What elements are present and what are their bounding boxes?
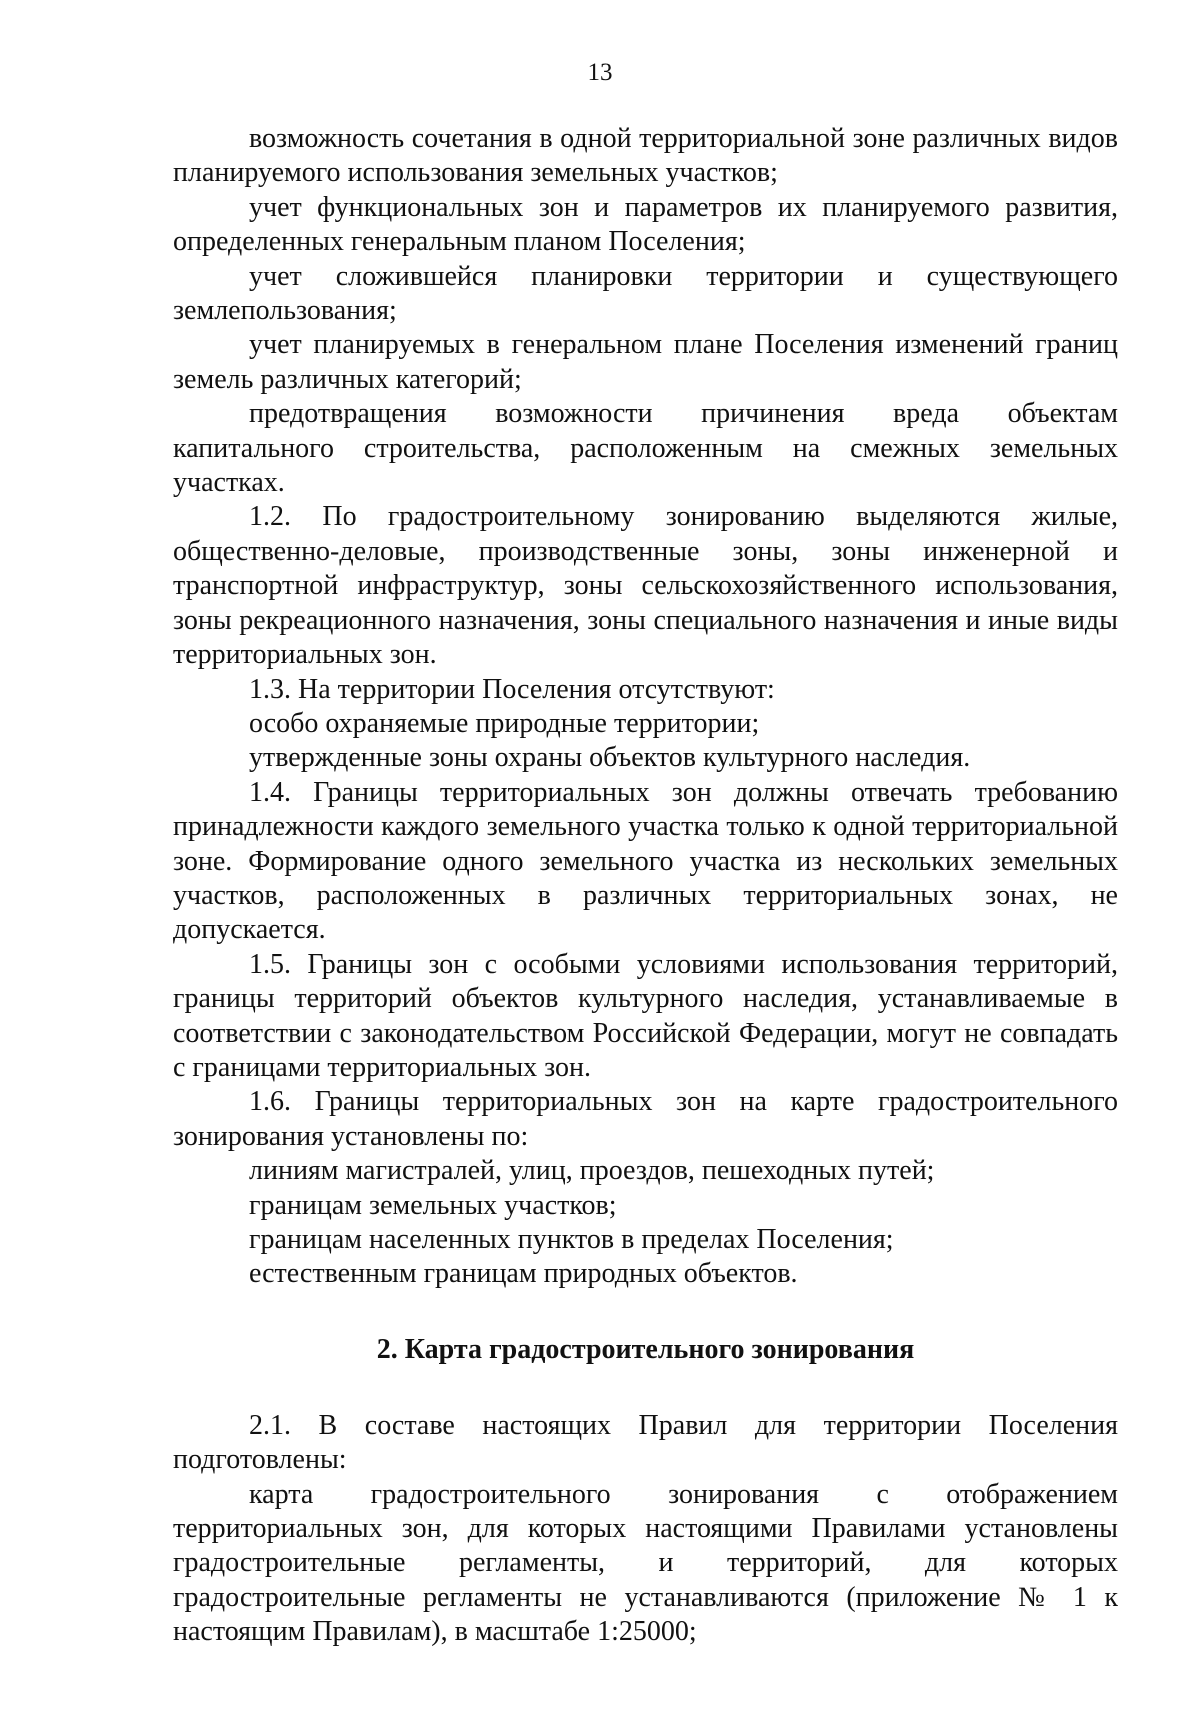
paragraph-functional-zones: учет функциональных зон и параметров их планируемого развития, определенных генеральным планом Поселения; <box>173 191 1118 258</box>
paragraph-land-categories: учет планируемых в генеральном плане Поселения изменений границ земель различных категорий; <box>173 329 1118 395</box>
paragraph-zone-combination: возможность сочетания в одной территориальной зоне различных видов планируемого использования земельных участков; <box>173 123 1118 189</box>
paragraph-existing-layout: учет сложившейся планировки территории и существующего землепользования; <box>173 260 1118 327</box>
paragraph-1-2: 1.2. По градостроительному зонированию выделяются жилые, общественно-деловые, производственные зоны, зоны инженерной и транспортной инфраструктур, зоны сельскохозяйственного использования, зоны рекреационного назначения, зоны специального назначения и иные виды территориальных зон. <box>173 501 1118 671</box>
page-number: 13 <box>587 59 613 86</box>
list-item-protected-areas: особо охраняемые природные территории; <box>249 707 760 739</box>
section-heading: 2. Карта градостроительного зонирования <box>376 1333 915 1365</box>
paragraph-zoning-map: карта градостроительного зонирования с отображением территориальных зон, для которых настоящими Правилами установлены градостроительные регламенты, и территорий, для которых градостроительные регламенты не устанавливаются (приложение № 1 к настоящим Правилам), в масштабе 1:25000; <box>173 1478 1118 1648</box>
paragraph-1-6: 1.6. Границы территориальных зон на карте градостроительного зонирования установлены по: <box>173 1086 1118 1152</box>
list-item-land-plots: границам земельных участков; <box>249 1189 617 1221</box>
paragraph-1-3: 1.3. На территории Поселения отсутствуют: <box>249 673 775 705</box>
list-item-heritage-zones: утвержденные зоны охраны объектов культурного наследия. <box>249 742 971 774</box>
paragraph-harm-prevention: предотвращения возможности причинения вреда объектам капитального строительства, расположенным на смежных земельных участках. <box>173 398 1118 499</box>
list-item-natural-borders: естественным границам природных объектов. <box>249 1258 798 1290</box>
document-body <box>173 122 1118 1650</box>
paragraph-1-4: 1.4. Границы территориальных зон должны отвечать требованию принадлежности каждого земельного участка только к одной территориальной зоне. Формирование одного земельного участка из нескольких земельных участков, расположенных в различных территориальных зонах, не допускается. <box>173 776 1118 946</box>
paragraph-2-1: 2.1. В составе настоящих Правил для территории Поселения подготовлены: <box>173 1409 1118 1476</box>
paragraph-1-5: 1.5. Границы зон с особыми условиями использования территорий, границы территорий объектов культурного наследия, устанавливаемые в соответствии с законодательством Российской Федерации, могут не совпадать с границами территориальных зон. <box>173 948 1118 1083</box>
list-item-settlements: границам населенных пунктов в пределах Поселения; <box>249 1224 894 1255</box>
list-item-highways: линиям магистралей, улиц, проездов, пешеходных путей; <box>249 1155 935 1187</box>
